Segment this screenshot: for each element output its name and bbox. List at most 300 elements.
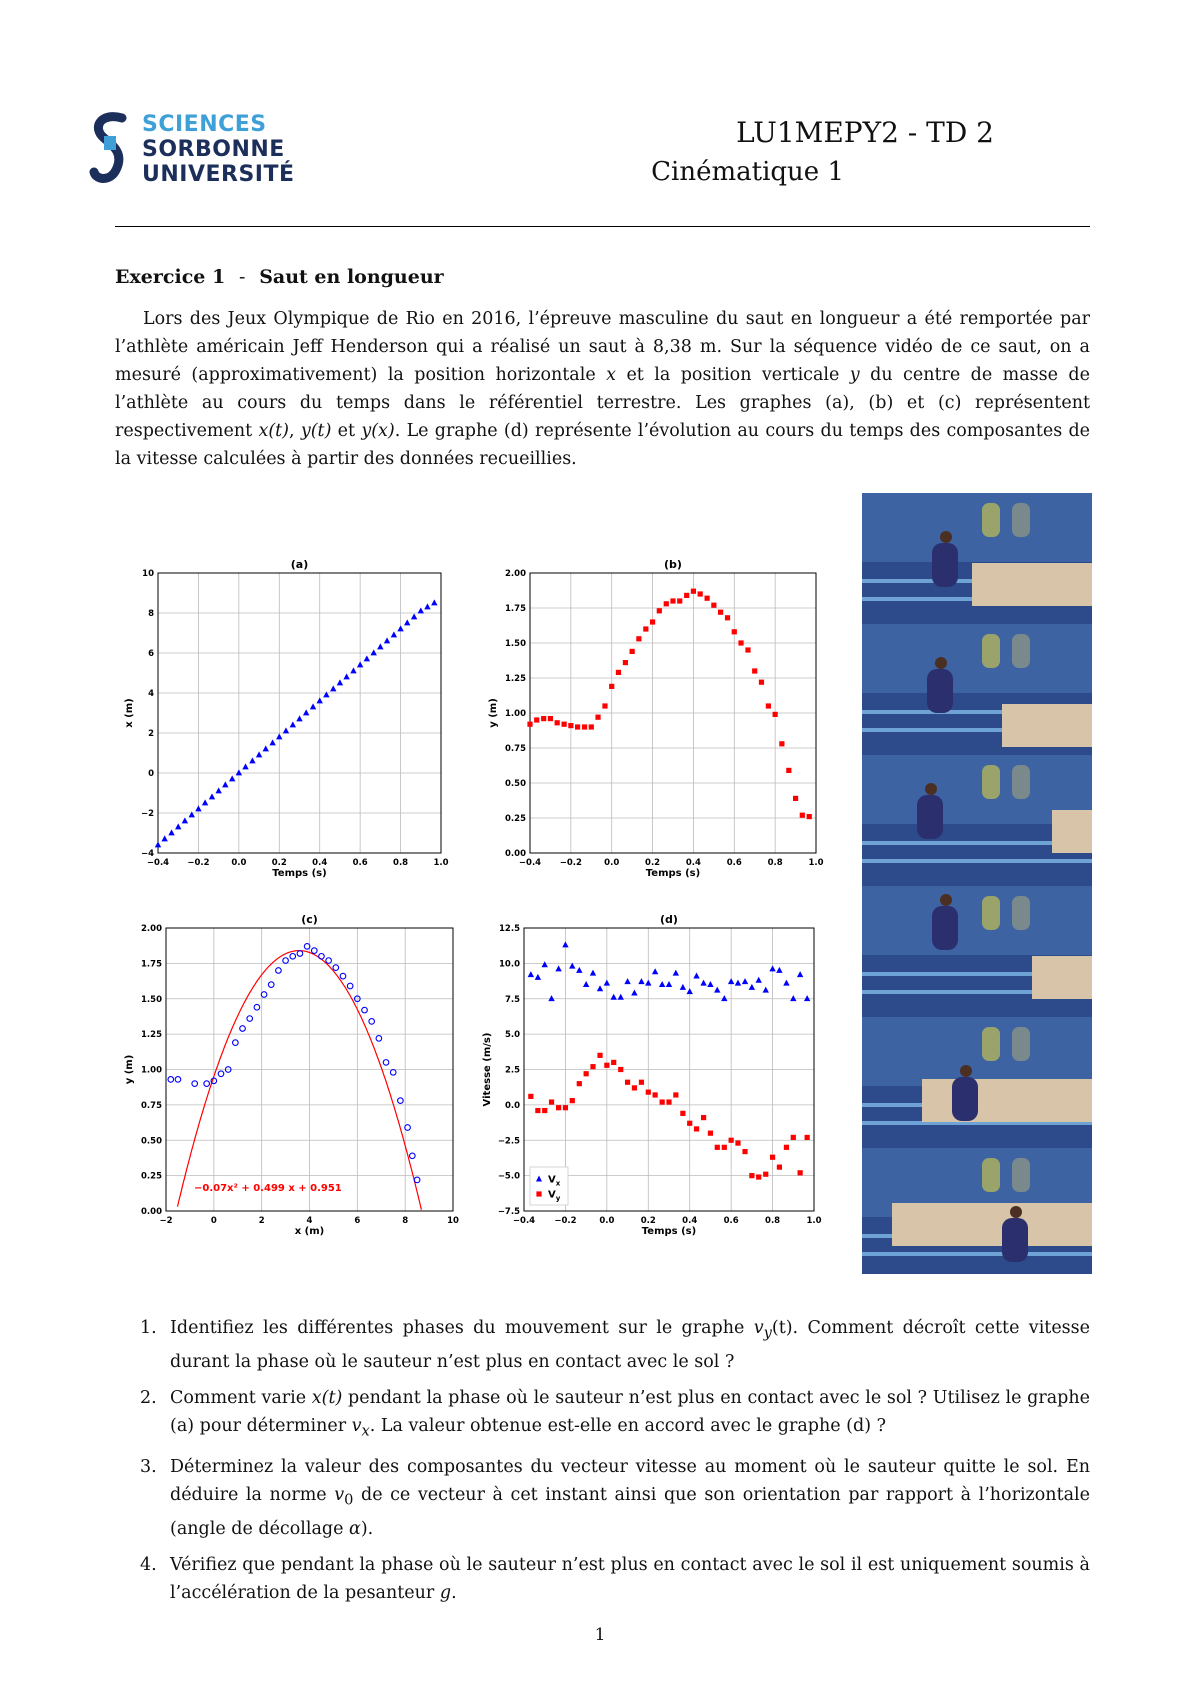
course-subtitle: Cinématique 1	[651, 157, 844, 187]
data-point-yx	[369, 1019, 375, 1025]
x-tick-label: −2	[159, 1216, 173, 1226]
data-point-y	[745, 647, 750, 652]
data-point-vy	[770, 1155, 775, 1160]
data-point-vy	[798, 1170, 803, 1175]
data-point-vx	[728, 978, 734, 984]
data-point-vy	[549, 1099, 554, 1104]
data-point-vy	[660, 1099, 665, 1104]
x-tick-label: 2	[258, 1216, 265, 1226]
data-point-vy	[742, 1149, 747, 1154]
chart-c-trajectory	[124, 912, 473, 1264]
data-point-yx	[240, 1026, 246, 1032]
y-tick-label: −2	[140, 809, 154, 819]
photo-lane-line	[862, 1252, 1092, 1256]
data-point-vy	[805, 1135, 810, 1140]
x-axis-label: Temps (s)	[645, 868, 701, 879]
y-tick-label: 4	[148, 689, 154, 699]
data-point-x	[337, 679, 343, 685]
data-point-vy	[604, 1063, 609, 1068]
data-point-vx	[618, 994, 624, 1000]
data-point-x	[350, 667, 356, 673]
data-point-vy	[639, 1080, 644, 1085]
x-tick-label: −0.4	[518, 858, 542, 868]
data-point-y	[732, 629, 737, 634]
data-point-x	[222, 781, 228, 787]
question-text: Vérifiez que pendant la phase où le sauteur n’est plus en contact avec le sol il est uniquement soumis à l’accélération de la pesanteur	[170, 1554, 1090, 1603]
legend-marker-vy	[536, 1191, 541, 1196]
x-tick-label: 0.6	[726, 858, 742, 868]
data-point-x	[202, 799, 208, 805]
data-point-vy	[701, 1115, 706, 1120]
data-point-vx	[707, 981, 713, 987]
y-tick-label: 1.75	[505, 604, 526, 614]
y-tick-label: 0.75	[141, 1100, 162, 1111]
y-tick-label: 0.0	[504, 1100, 520, 1111]
intro-func-yt: y(t)	[300, 421, 332, 441]
data-point-vy	[729, 1138, 734, 1143]
photo-official	[1012, 1027, 1030, 1061]
y-tick-label: −5.0	[497, 1171, 520, 1182]
data-point-x	[242, 763, 248, 769]
data-point-vx	[790, 995, 796, 1001]
data-point-yx	[390, 1070, 396, 1076]
data-point-y	[793, 796, 798, 801]
photo-sand-pit	[1002, 704, 1092, 747]
data-point-vx	[638, 978, 644, 984]
data-point-x	[303, 709, 309, 715]
y-tick-label: 2.5	[504, 1065, 520, 1076]
data-point-x	[357, 661, 363, 667]
chart-a-position-x	[124, 558, 473, 908]
data-point-vy	[625, 1080, 630, 1085]
data-point-y	[800, 813, 805, 818]
y-tick-label: 0.25	[505, 814, 526, 824]
y-tick-label: 2	[148, 729, 154, 739]
var-alpha: α	[349, 1518, 361, 1539]
data-point-vy	[584, 1071, 589, 1076]
photo-sand-pit	[1032, 956, 1092, 999]
y-tick-label: 5.0	[504, 1030, 520, 1041]
x-tick-label: 0.4	[685, 858, 701, 868]
question-text: (t). Comment décroît cette vitesse durant la phase où le sauteur n’est plus en contact avec le sol ?	[170, 1318, 1090, 1372]
exercise-name: Saut en longueur	[259, 266, 444, 288]
question-text: Déterminez la valeur des composantes du vecteur vitesse au moment où le sauteur quitte le sol. En déduire la norme	[170, 1457, 1090, 1505]
data-point-vy	[597, 1053, 602, 1058]
data-point-x	[161, 835, 167, 841]
photo-official	[1012, 634, 1030, 668]
y-tick-label: 8	[148, 609, 154, 619]
data-point-y	[582, 724, 587, 729]
data-point-vx	[576, 967, 582, 973]
data-point-y	[691, 589, 696, 594]
x-tick-label: 0.2	[640, 1216, 656, 1226]
exercise-separator: -	[238, 266, 246, 288]
y-axis-label: y (m)	[124, 1054, 135, 1085]
var-v: v	[334, 1485, 345, 1505]
data-point-y	[589, 724, 594, 729]
data-point-x	[236, 769, 242, 775]
data-point-yx	[218, 1071, 224, 1077]
y-tick-label: 0.75	[505, 744, 526, 754]
legend-label-sub: x	[555, 1179, 561, 1188]
intro-text-1: Lors des Jeux Olympique de Rio en 2016, l’épreuve masculine du saut en longueur a été remportée par l’athlète américain Jeff Henderson qui a réalisé un saut à 8,38 m. Sur la séquence vidéo de ce saut, on a mesuré (approximativement) la position horizontale	[115, 309, 1090, 385]
x-axis-label: Temps (s)	[272, 868, 327, 879]
data-point-x	[283, 727, 289, 733]
x-tick-label: −0.2	[554, 1216, 577, 1226]
x-tick-label: 0.8	[393, 858, 409, 868]
data-point-y	[595, 715, 600, 720]
question-text: Identifiez les différentes phases du mouvement sur le graphe	[170, 1318, 754, 1338]
course-code: LU1MEPY2 - TD 2	[736, 116, 994, 149]
data-point-x	[229, 775, 235, 781]
chart-d-velocity	[478, 912, 829, 1264]
question-3	[115, 1453, 1090, 1543]
x-tick-label: 1.0	[433, 858, 449, 868]
data-point-y	[562, 722, 567, 727]
data-point-x	[209, 793, 215, 799]
x-tick-label: 0.6	[352, 858, 368, 868]
data-point-y	[664, 601, 669, 606]
data-point-vy	[791, 1135, 796, 1140]
data-point-y	[698, 591, 703, 596]
data-point-vy	[632, 1085, 637, 1090]
data-point-y	[650, 619, 655, 624]
data-point-y	[630, 649, 635, 654]
intro-var-x: x	[606, 365, 616, 385]
x-tick-label: 0.8	[767, 858, 783, 868]
data-point-y	[807, 814, 812, 819]
photo-athlete	[917, 795, 943, 839]
data-point-y	[705, 596, 710, 601]
data-point-vx	[776, 967, 782, 973]
legend-label-main: V	[548, 1174, 556, 1186]
x-tick-label: 0.6	[723, 1216, 739, 1226]
data-point-x	[249, 757, 255, 763]
data-point-y	[636, 636, 641, 641]
exercise-title	[115, 266, 444, 288]
photo-official	[982, 503, 1000, 537]
data-point-vy	[653, 1092, 658, 1097]
photo-athlete	[932, 906, 958, 950]
y-tick-label: −7.5	[497, 1207, 520, 1217]
data-point-y	[773, 712, 778, 717]
data-point-y	[670, 598, 675, 603]
data-point-y	[643, 626, 648, 631]
data-point-vx	[555, 965, 561, 971]
data-point-vx	[548, 995, 554, 1001]
x-tick-label: −0.2	[559, 858, 582, 868]
chart-b-position-y	[484, 558, 829, 908]
data-point-y	[752, 668, 757, 673]
question-1	[115, 1314, 1090, 1376]
data-point-vx	[680, 984, 686, 990]
data-point-vx	[597, 985, 603, 991]
photo-athlete-head	[925, 783, 937, 795]
data-point-yx	[405, 1125, 411, 1131]
photo-official	[982, 896, 1000, 930]
data-point-x	[168, 829, 174, 835]
y-tick-label: 1.50	[505, 639, 526, 649]
data-point-vx	[714, 987, 720, 993]
data-point-x	[343, 673, 349, 679]
data-point-vy	[784, 1145, 789, 1150]
data-point-vy	[542, 1108, 547, 1113]
data-point-x	[263, 745, 269, 751]
question-text: .	[451, 1582, 457, 1603]
question-text: Comment varie	[170, 1387, 312, 1408]
data-point-x	[424, 603, 430, 609]
data-point-vx	[804, 995, 810, 1001]
photo-athlete-head	[960, 1065, 972, 1077]
data-point-y	[575, 724, 580, 729]
data-point-y	[766, 703, 771, 708]
y-axis-label: Vitesse (m/s)	[482, 1032, 493, 1107]
photo-official	[982, 765, 1000, 799]
photo-athlete-head	[940, 894, 952, 906]
question-2	[115, 1384, 1090, 1446]
data-point-y	[568, 723, 573, 728]
data-point-vx	[673, 970, 679, 976]
y-tick-label: −4	[140, 849, 154, 859]
data-point-vy	[570, 1098, 575, 1103]
x-tick-label: −0.4	[512, 1216, 536, 1226]
question-text: ).	[360, 1518, 374, 1539]
data-point-x	[189, 811, 195, 817]
x-axis-label: Temps (s)	[641, 1226, 697, 1237]
chart-title: (a)	[290, 558, 309, 571]
data-point-vx	[624, 978, 630, 984]
data-point-yx	[168, 1077, 174, 1083]
data-point-vy	[673, 1092, 678, 1097]
data-point-y	[602, 703, 607, 708]
intro-comma-1: ,	[289, 421, 301, 441]
x-tick-label: 0	[210, 1216, 217, 1226]
y-tick-label: 7.5	[504, 994, 520, 1005]
photo-athlete	[1002, 1218, 1028, 1262]
y-tick-label: 1.25	[141, 1030, 162, 1041]
data-point-yx	[247, 1016, 253, 1022]
jump-photo-sequence	[862, 493, 1092, 1274]
photo-background	[862, 886, 1092, 955]
photo-frame	[862, 886, 1092, 1012]
y-tick-label: 1.75	[141, 959, 162, 970]
university-logo	[90, 110, 310, 190]
data-point-vy	[694, 1126, 699, 1131]
data-point-vy	[715, 1145, 720, 1150]
question-4	[115, 1551, 1090, 1607]
data-point-x	[195, 805, 201, 811]
photo-athlete-head	[935, 657, 947, 669]
x-tick-label: 0.0	[604, 858, 620, 868]
data-point-x	[155, 841, 161, 847]
data-point-vy	[680, 1111, 685, 1116]
data-point-y	[541, 716, 546, 721]
data-point-yx	[347, 983, 353, 989]
questions-list	[115, 1314, 1090, 1615]
y-tick-label: 1.50	[141, 994, 162, 1005]
data-point-vx	[769, 965, 775, 971]
logo-wordmark	[142, 112, 295, 187]
data-point-vy	[722, 1145, 727, 1150]
y-tick-label: 2.00	[505, 569, 526, 579]
var-sub: x	[361, 1422, 370, 1439]
page-number: 1	[594, 1625, 606, 1645]
y-tick-label: 1.00	[505, 709, 526, 719]
data-point-yx	[319, 954, 325, 960]
data-point-yx	[311, 948, 317, 954]
photo-frame	[862, 493, 1092, 619]
data-point-y	[711, 603, 716, 608]
data-point-yx	[204, 1081, 210, 1087]
y-tick-label: 0.00	[505, 849, 526, 859]
photo-official	[1012, 765, 1030, 799]
data-point-vx	[687, 988, 693, 994]
data-point-vx	[666, 981, 672, 987]
data-point-y	[738, 640, 743, 645]
photo-athlete	[927, 669, 953, 713]
data-point-x	[276, 733, 282, 739]
logo-line-3: UNIVERSITÉ	[142, 162, 295, 187]
data-point-vx	[604, 980, 610, 986]
legend-label-main: V	[548, 1189, 556, 1201]
photo-frame	[862, 1017, 1092, 1143]
y-axis-label: y (m)	[488, 698, 499, 728]
data-point-vy	[749, 1173, 754, 1178]
y-tick-label: 2.00	[141, 924, 162, 934]
photo-athlete	[952, 1077, 978, 1121]
photo-official	[1012, 896, 1030, 930]
y-tick-label: 0.50	[141, 1136, 162, 1147]
question-number: 1.	[140, 1318, 157, 1338]
data-point-vx	[721, 995, 727, 1001]
x-tick-label: −0.4	[146, 858, 170, 868]
data-point-y	[548, 716, 553, 721]
data-point-x	[364, 655, 370, 661]
data-point-vy	[666, 1099, 671, 1104]
data-point-x	[397, 625, 403, 631]
exercise-number: Exercice 1	[115, 266, 226, 288]
x-axis-label: x (m)	[294, 1226, 325, 1237]
data-point-vx	[645, 980, 651, 986]
data-point-y	[555, 720, 560, 725]
photo-athlete	[932, 543, 958, 587]
data-point-x	[182, 817, 188, 823]
data-point-x	[411, 613, 417, 619]
data-point-vx	[610, 994, 616, 1000]
photo-official	[982, 1027, 1000, 1061]
photo-sand-pit	[972, 563, 1092, 606]
data-point-vx	[590, 970, 596, 976]
x-tick-label: 8	[402, 1216, 409, 1226]
y-tick-label: 12.5	[499, 924, 520, 934]
data-point-vx	[535, 974, 541, 980]
data-point-yx	[340, 973, 346, 979]
var-g: g	[439, 1582, 452, 1603]
data-point-x	[269, 739, 275, 745]
logo-line-1: SCIENCES	[142, 112, 267, 137]
header-divider	[115, 226, 1090, 227]
data-point-yx	[326, 958, 332, 964]
intro-var-y: y	[849, 365, 860, 385]
x-tick-label: 4	[306, 1216, 313, 1226]
data-point-x	[330, 685, 336, 691]
data-point-x	[404, 619, 410, 625]
data-point-vx	[749, 984, 755, 990]
x-tick-label: 1.0	[806, 1216, 822, 1226]
data-point-vy	[535, 1108, 540, 1113]
data-point-vx	[783, 980, 789, 986]
data-point-x	[296, 715, 302, 721]
data-point-yx	[376, 1036, 382, 1042]
data-point-x	[256, 751, 262, 757]
data-point-vy	[777, 1165, 782, 1170]
data-point-vx	[562, 941, 568, 947]
data-point-yx	[410, 1153, 416, 1159]
photo-official	[1012, 503, 1030, 537]
x-tick-label: 0.2	[645, 858, 661, 868]
data-point-y	[718, 610, 723, 615]
data-point-vy	[577, 1081, 582, 1086]
data-point-x	[323, 691, 329, 697]
question-text: de ce vecteur à cet instant ainsi que son orientation par rapport à l’horizontale (angle de décollage	[170, 1485, 1091, 1539]
intro-text-2: et la position verticale	[616, 365, 850, 385]
question-number: 4.	[140, 1554, 157, 1575]
chart-title: (b)	[664, 558, 682, 571]
data-point-y	[623, 660, 628, 665]
data-point-vy	[708, 1131, 713, 1136]
x-tick-label: 0.4	[312, 858, 328, 868]
y-tick-label: 10	[142, 569, 154, 579]
y-axis-label: x (m)	[124, 698, 135, 728]
data-point-x	[175, 823, 181, 829]
data-point-x	[370, 649, 376, 655]
logo-s-mark-icon	[90, 110, 130, 190]
data-point-y	[725, 615, 730, 620]
data-point-x	[391, 631, 397, 637]
photo-sand-pit	[892, 1203, 1092, 1246]
data-point-x	[290, 721, 296, 727]
var-sub: 0	[344, 1491, 354, 1509]
data-point-vx	[583, 981, 589, 987]
var-xt: x(t)	[311, 1387, 343, 1408]
data-point-vy	[735, 1140, 740, 1145]
question-text: pendant la phase où le sauteur n’est plus en contact avec le sol ? Utilisez le graphe (a) pour déterminer	[170, 1387, 1090, 1436]
data-point-vx	[659, 981, 665, 987]
y-tick-label: 1.00	[141, 1065, 162, 1076]
chart-title: (c)	[301, 913, 318, 926]
photo-background	[862, 493, 1092, 562]
photo-background	[862, 624, 1092, 693]
intro-text-4: . Le graphe (d) représente l’évolution au cours du temps des composantes de la vitesse calculées à partir des données recueillies.	[115, 421, 1090, 469]
data-point-yx	[333, 965, 339, 971]
data-point-vx	[652, 968, 658, 974]
data-point-yx	[283, 958, 289, 964]
x-tick-label: 0.0	[231, 858, 247, 868]
photo-official	[982, 1158, 1000, 1192]
data-point-y	[684, 593, 689, 598]
photo-frame	[862, 755, 1092, 881]
photo-official	[1012, 1158, 1030, 1192]
data-point-vy	[563, 1105, 568, 1110]
question-text: . La valeur obtenue est-elle en accord avec le graphe (d) ?	[369, 1415, 886, 1436]
data-point-yx	[297, 951, 303, 957]
photo-sand-pit	[1052, 810, 1092, 853]
var-v: v	[753, 1318, 764, 1338]
data-point-vy	[763, 1172, 768, 1177]
y-tick-label: 0.25	[141, 1171, 162, 1182]
x-tick-label: 1.0	[808, 858, 824, 868]
data-point-x	[384, 637, 390, 643]
